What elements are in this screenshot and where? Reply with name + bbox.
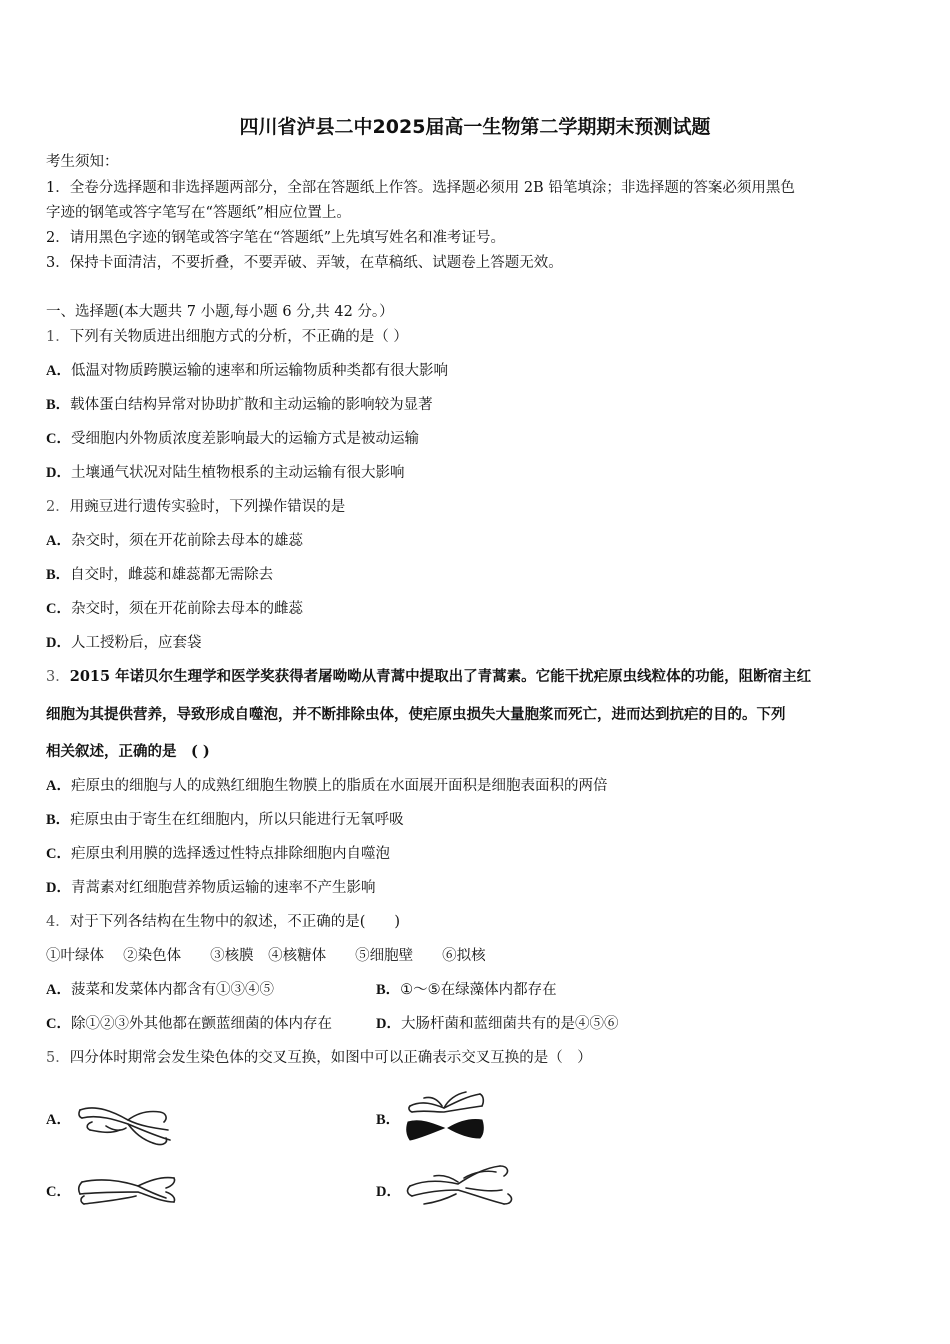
option-text: 除①②③外其他都在颤蓝细菌的体内存在 xyxy=(70,1016,332,1032)
q1-option-d[interactable] xyxy=(46,463,404,483)
question-number: 4． xyxy=(46,914,70,930)
option-letter: D． xyxy=(46,635,71,651)
question-text: 四分体时期常会发生染色体的交叉互换，如图中可以正确表示交叉互换的是（ ） xyxy=(69,1050,592,1066)
option-text: 大肠杆菌和蓝细菌共有的是④⑤⑥ xyxy=(400,1016,619,1032)
option-letter: D． xyxy=(46,465,71,481)
question-text: 对于下列各结构在生物中的叙述，不正确的是( ) xyxy=(69,914,401,930)
option-text: 青蒿素对红细胞营养物质运输的速率不产生影响 xyxy=(70,880,376,896)
question-2-stem xyxy=(46,497,345,517)
notice-item-1: 1．全卷分选择题和非选择题两部分，全部在答题纸上作答。选择题必须用 2B 铅笔填涂；非选择题的答案必须用黑色 xyxy=(46,180,795,196)
option-letter: D． xyxy=(46,880,71,896)
question-text: 用豌豆进行遗传实验时，下列操作错误的是 xyxy=(69,499,346,515)
option-letter: D． xyxy=(376,1016,401,1032)
q3-option-d[interactable] xyxy=(46,878,375,898)
chromosome-figure-a xyxy=(76,1100,176,1148)
q2-option-c[interactable] xyxy=(46,599,303,619)
option-text: 杂交时，须在开花前除去母本的雄蕊 xyxy=(70,533,303,549)
q5-option-d[interactable]: D． xyxy=(376,1184,401,1200)
notice-heading: 考生须知： xyxy=(46,154,119,170)
option-letter: B． xyxy=(376,982,401,998)
question-3-stem-line-3: 相关叙述，正确的是 ( ) xyxy=(46,743,210,760)
q3-option-b[interactable] xyxy=(46,810,404,830)
question-3-stem-line-1 xyxy=(46,667,811,687)
q4-option-b[interactable] xyxy=(376,980,557,1000)
section-heading: 一、选择题(本大题共 7 小题,每小题 6 分,共 42 分。） xyxy=(46,304,394,320)
question-number: 3． xyxy=(46,669,70,685)
option-text: 自交时，雌蕊和雄蕊都无需除去 xyxy=(70,567,274,583)
option-letter: C． xyxy=(46,431,71,447)
option-text: 菠菜和发菜体内都含有①③④⑤ xyxy=(70,982,274,998)
chromosome-figure-d xyxy=(404,1160,520,1212)
question-number: 5． xyxy=(46,1050,70,1066)
option-letter: C． xyxy=(46,1016,71,1032)
option-letter: A． xyxy=(46,363,71,379)
notice-item-3: 3．保持卡面清洁，不要折叠，不要弄破、弄皱，在草稿纸、试题卷上答题无效。 xyxy=(46,255,563,271)
question-4-structures: ①叶绿体 ②染色体 ③核膜 ④核糖体 ⑤细胞壁 ⑥拟核 xyxy=(46,948,486,964)
option-text: 人工授粉后，应套袋 xyxy=(70,635,202,651)
option-letter: C． xyxy=(46,846,71,862)
q4-option-a[interactable] xyxy=(46,980,274,1000)
option-letter: A． xyxy=(46,982,71,998)
question-text: 2015 年诺贝尔生理学和医学奖获得者屠呦呦从青蒿中提取出了青蒿素。它能干扰疟原虫线粒体的功能，阻断宿主红 xyxy=(69,668,812,685)
option-text: 载体蛋白结构异常对协助扩散和主动运输的影响较为显著 xyxy=(70,397,433,413)
option-text: 受细胞内外物质浓度差影响最大的运输方式是被动运输 xyxy=(70,431,419,447)
chromosome-figure-c xyxy=(76,1172,180,1212)
q1-option-a[interactable] xyxy=(46,361,448,381)
option-letter: C． xyxy=(46,601,71,617)
option-text: ①～⑤在绿藻体内都存在 xyxy=(400,982,557,998)
q1-option-c[interactable] xyxy=(46,429,419,449)
q2-option-b[interactable] xyxy=(46,565,273,585)
question-5-stem xyxy=(46,1048,592,1068)
question-number: 1． xyxy=(46,329,70,345)
notice-item-2: 2．请用黑色字迹的钢笔或答字笔在“答题纸”上先填写姓名和准考证号。 xyxy=(46,230,506,246)
q5-option-a[interactable]: A． xyxy=(46,1112,71,1128)
q3-option-c[interactable] xyxy=(46,844,390,864)
question-4-stem xyxy=(46,912,400,932)
notice-item-1-cont: 字迹的钢笔或答字笔写在“答题纸”相应位置上。 xyxy=(46,205,351,221)
option-text: 疟原虫利用膜的选择透过性特点排除细胞内自噬泡 xyxy=(70,846,390,862)
option-letter: A． xyxy=(46,778,71,794)
option-letter: B． xyxy=(46,567,71,583)
question-number: 2． xyxy=(46,499,70,515)
q1-option-b[interactable] xyxy=(46,395,433,415)
q2-option-d[interactable] xyxy=(46,633,201,653)
option-text: 低温对物质跨膜运输的速率和所运输物质种类都有很大影响 xyxy=(70,363,448,379)
chromosome-figure-b xyxy=(404,1088,488,1146)
option-letter: B． xyxy=(46,397,71,413)
q4-option-c[interactable] xyxy=(46,1014,332,1034)
option-text: 疟原虫由于寄生在红细胞内，所以只能进行无氧呼吸 xyxy=(70,812,404,828)
option-letter: B． xyxy=(46,812,71,828)
q5-option-b[interactable]: B． xyxy=(376,1112,401,1128)
question-text: 下列有关物质进出细胞方式的分析，不正确的是（ ） xyxy=(69,329,408,345)
q2-option-a[interactable] xyxy=(46,531,303,551)
option-text: 疟原虫的细胞与人的成熟红细胞生物膜上的脂质在水面展开面积是细胞表面积的两倍 xyxy=(70,778,608,794)
q4-option-d[interactable] xyxy=(376,1014,618,1034)
question-1-stem xyxy=(46,327,408,347)
q5-option-c[interactable]: C． xyxy=(46,1184,71,1200)
question-3-stem-line-2: 细胞为其提供营养，导致形成自噬泡，并不断排除虫体，使疟原虫损失大量胞浆而死亡，进而达到抗疟的目的。下列 xyxy=(46,706,786,723)
q3-option-a[interactable] xyxy=(46,776,607,796)
option-letter: A． xyxy=(46,533,71,549)
page-title: 四川省泸县二中2025届高一生物第二学期期末预测试题 xyxy=(239,116,711,138)
option-text: 土壤通气状况对陆生植物根系的主动运输有很大影响 xyxy=(70,465,405,481)
option-text: 杂交时，须在开花前除去母本的雌蕊 xyxy=(70,601,303,617)
